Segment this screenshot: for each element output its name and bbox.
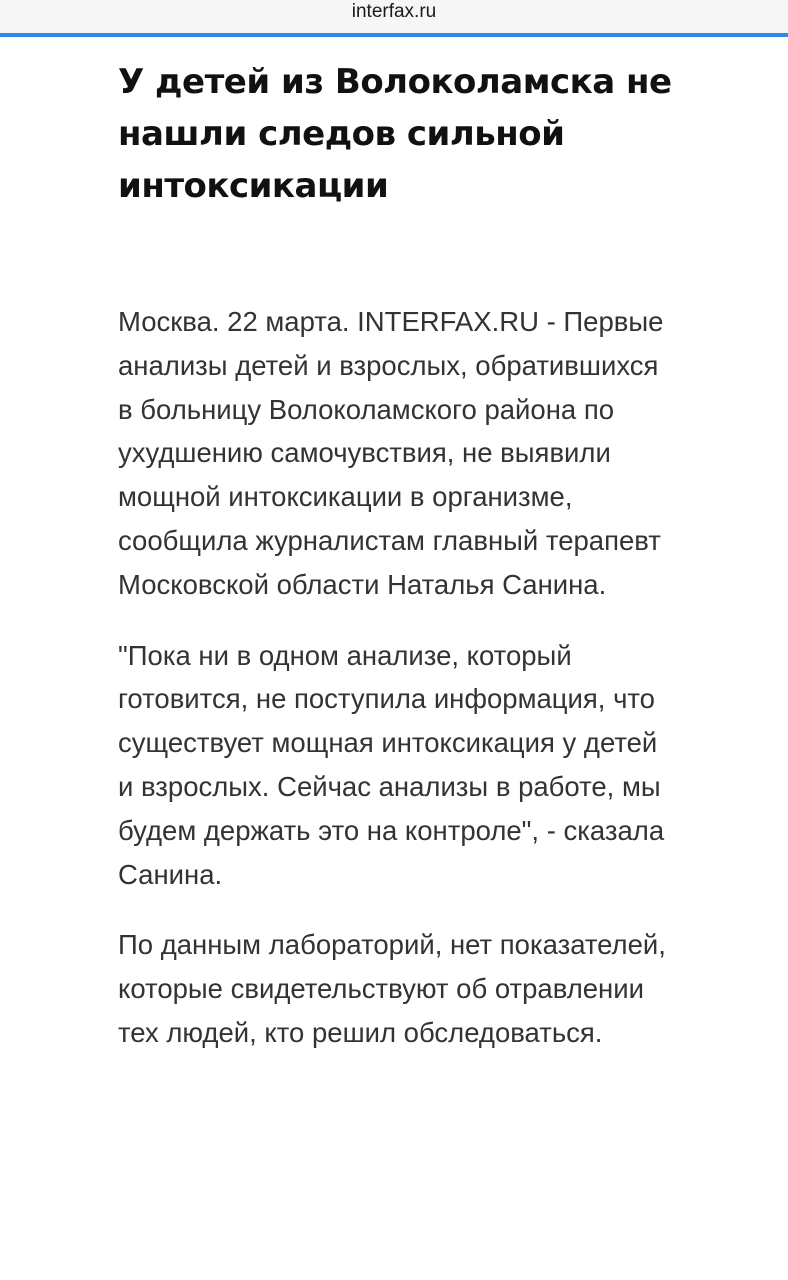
article-body (118, 300, 666, 1082)
address-bar[interactable] (0, 0, 788, 34)
article-paragraph-3: По данным лабораторий, нет показателей, которые свидетельствуют об отравлении тех людей, кто решил обследоваться. (118, 929, 666, 1048)
article-paragraph-2: "Пока ни в одном анализе, который готовится, не поступила информация, что существует мощная интоксикация у детей и взрослых. Сейчас анализы в работе, мы будем держать это на контроле", - сказала Санина. (118, 639, 665, 890)
article-title: У детей из Волоколамска не нашли следов сильной интоксикации (118, 62, 672, 206)
article-paragraph-1: Москва. 22 марта. INTERFAX.RU - Первые анализы детей и взрослых, обратившихся в больницу Волоколамского района по ухудшению самочувствия, не выявили мощной интоксикации в организме, сообщила журналистам главный терапевт Московской области Наталья Санина. (118, 306, 664, 600)
url-domain[interactable]: interfax.ru (351, 1, 437, 22)
article-header (118, 56, 678, 212)
page-load-progress-bar (0, 33, 788, 37)
